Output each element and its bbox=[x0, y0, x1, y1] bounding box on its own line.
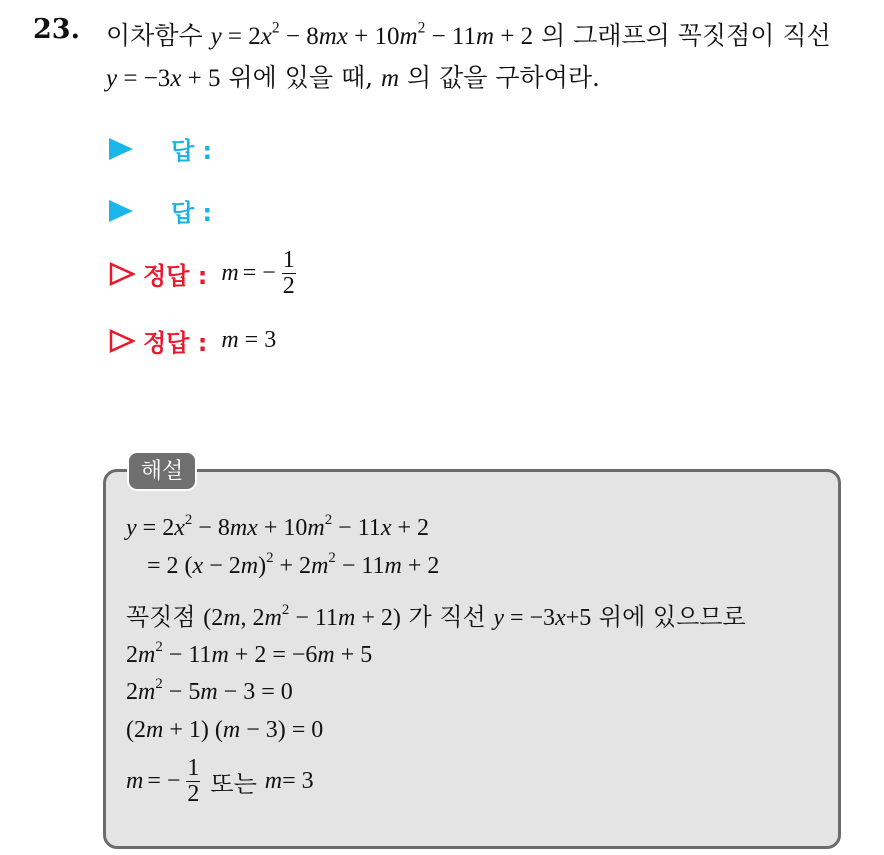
question-number: 23. bbox=[33, 14, 80, 45]
outline-right-triangle-icon bbox=[109, 329, 135, 353]
vertex-coordinates: (2m, $2m^2 - 11m + 2$) bbox=[203, 601, 401, 631]
vertex-label: 꼭짓점 bbox=[126, 603, 196, 631]
filled-right-triangle-icon bbox=[109, 200, 133, 222]
question-prefix: 이차함수 bbox=[106, 21, 203, 50]
question-condition: 위에 있을 때, bbox=[228, 63, 374, 92]
question-ask: 의 값을 구하여라. bbox=[407, 63, 600, 92]
solution-line-1: $y = 2x^2 - 8mx + 10m^2 - 11x + 2$ bbox=[126, 511, 430, 541]
outline-right-triangle-icon bbox=[109, 262, 135, 286]
solution-line-6: (2m + 1) (m − 3) = 0 bbox=[126, 717, 324, 743]
solution-fraction: $\frac{1}{2}$ bbox=[187, 755, 200, 808]
quadratic-function: $y = 2x^2 - 8mx + 10m^2 - 11m + 2$ bbox=[210, 19, 534, 50]
solution-line-3 bbox=[126, 597, 746, 632]
question-text-line-1 bbox=[106, 16, 831, 52]
answer-equals: = − bbox=[242, 260, 276, 287]
correct-answer-label: 정답 : bbox=[143, 329, 208, 357]
line-reference: 가 직선 bbox=[408, 603, 486, 631]
answer-variable: m bbox=[221, 327, 239, 353]
filled-right-triangle-icon bbox=[109, 138, 133, 160]
answer-blank-1 bbox=[109, 131, 212, 166]
answer-value: = 3 bbox=[244, 327, 277, 353]
solution-line-7: m = − $\frac{1}{2}$ 또는 m = 3 bbox=[126, 755, 314, 808]
fraction-numerator: 1 bbox=[282, 247, 295, 273]
conclusion-text: 위에 있으므로 bbox=[598, 603, 746, 631]
solution-line-2: = 2 $(x - 2m)^2 + 2m^2 - 11m + 2$ bbox=[147, 549, 440, 579]
answer-blank-2 bbox=[109, 193, 212, 228]
answer-fraction bbox=[282, 248, 296, 299]
variable-m: m bbox=[381, 65, 400, 92]
solution-line-4: $2m^2 - 11m + 2 = -6m + 5$ bbox=[126, 638, 373, 668]
fraction-denominator: 2 bbox=[282, 273, 295, 300]
line-equation-inline: y = −3x+5 bbox=[493, 605, 592, 631]
answer-label: 답 : bbox=[171, 199, 213, 227]
question-suffix: 의 그래프의 꼭짓점이 직선 bbox=[541, 21, 831, 50]
correct-answer-2 bbox=[109, 323, 276, 358]
solution-line-5: $2m^2 - 5m - 3 = 0$ bbox=[126, 675, 293, 705]
answer-variable: m bbox=[221, 260, 239, 287]
question-text-line-2 bbox=[106, 58, 600, 94]
solution-tab: 해설 bbox=[127, 451, 197, 491]
correct-answer-1 bbox=[109, 248, 298, 299]
line-equation: y = −3x + 5 bbox=[106, 65, 221, 92]
answer-label: 답 : bbox=[171, 137, 213, 165]
correct-answer-label: 정답 : bbox=[143, 262, 208, 291]
or-text: 또는 bbox=[210, 770, 257, 799]
